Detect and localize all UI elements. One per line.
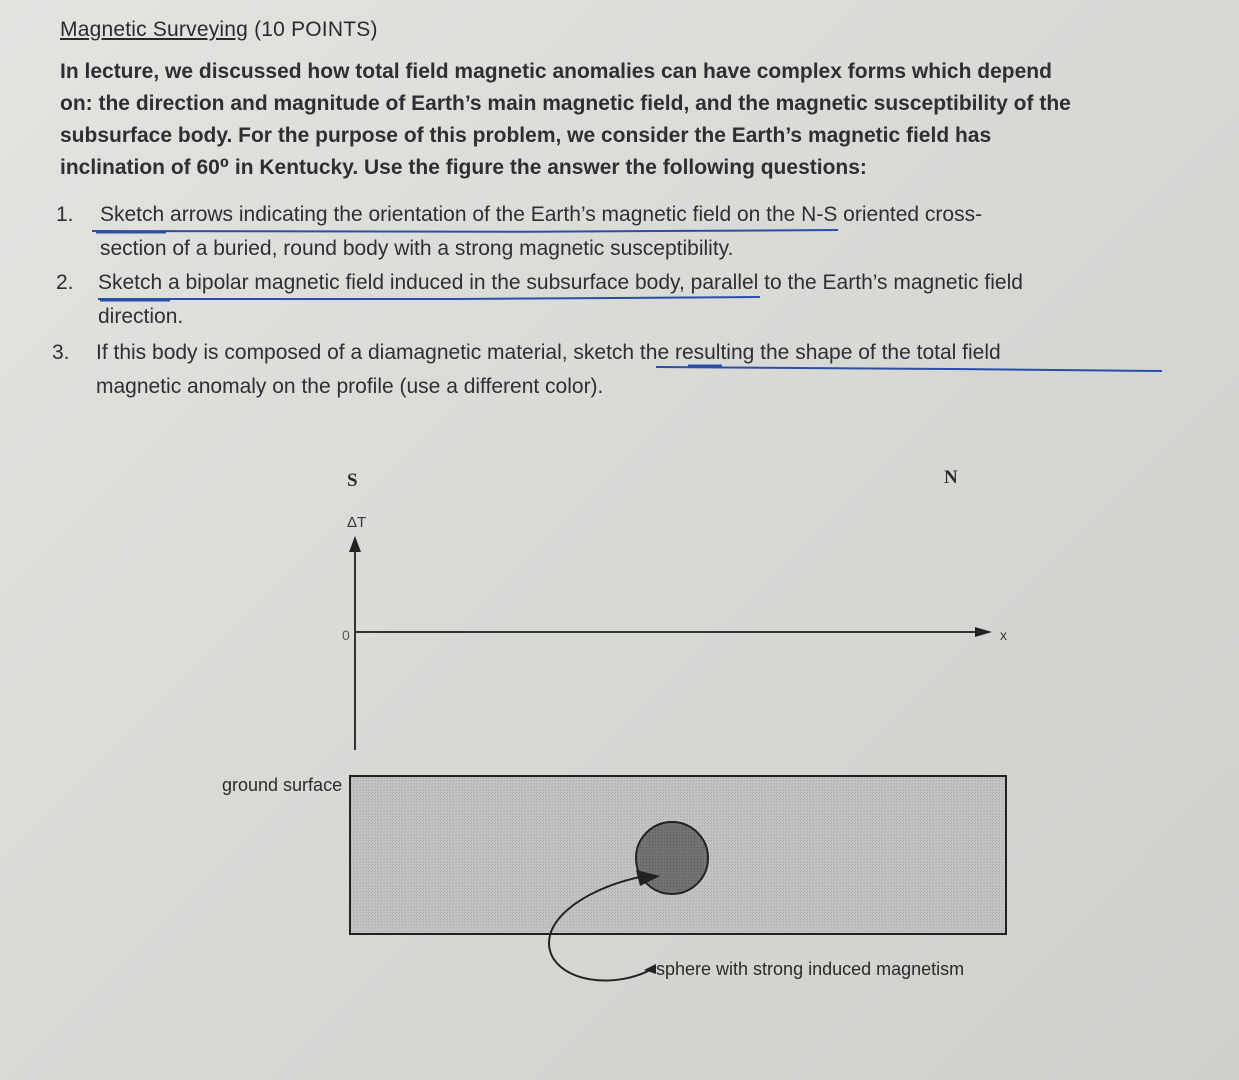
ground-surface-label: ground surface (222, 775, 343, 795)
question-number: 3. (52, 341, 70, 364)
question-line: If this body is composed of a diamagnetic material, sketch the resulting the shape of the total field (96, 341, 1001, 364)
question-number: 2. (56, 271, 74, 294)
title-points: (10 POINTS) (254, 18, 378, 41)
title-text: Magnetic Surveying (60, 18, 249, 41)
north-label: N (944, 467, 958, 488)
intro-line: In lecture, we discussed how total field magnetic anomalies can have complex forms which depend (60, 60, 1052, 83)
buried-sphere (636, 822, 708, 894)
question-line: magnetic anomaly on the profile (use a different color). (96, 375, 604, 398)
question-number: 1. (56, 203, 74, 226)
x-axis-arrowhead (975, 627, 992, 637)
question-line: section of a buried, round body with a strong magnetic susceptibility. (100, 237, 734, 260)
question-line: Sketch arrows indicating the orientation of the Earth’s magnetic field on the N-S oriented cross- (100, 203, 983, 226)
intro-line: on: the direction and magnitude of Earth’s main magnetic field, and the magnetic susceptibility of the (60, 92, 1071, 115)
origin-label: 0 (342, 627, 350, 643)
x-axis-label: x (1000, 627, 1007, 643)
sphere-label: sphere with strong induced magnetism (656, 959, 965, 979)
y-axis-arrowhead (349, 536, 361, 552)
question-line: direction. (98, 305, 184, 328)
south-label: S (347, 470, 358, 491)
intro-line: subsurface body. For the purpose of this problem, we consider the Earth’s magnetic field has (60, 124, 992, 147)
intro-line: inclination of 60⁰ in Kentucky. Use the figure the answer the following questions: (60, 156, 867, 179)
y-axis-label: ΔT (347, 514, 367, 531)
question-line: Sketch a bipolar magnetic field induced in the subsurface body, parallel to the Earth’s magnetic field (98, 271, 1023, 294)
